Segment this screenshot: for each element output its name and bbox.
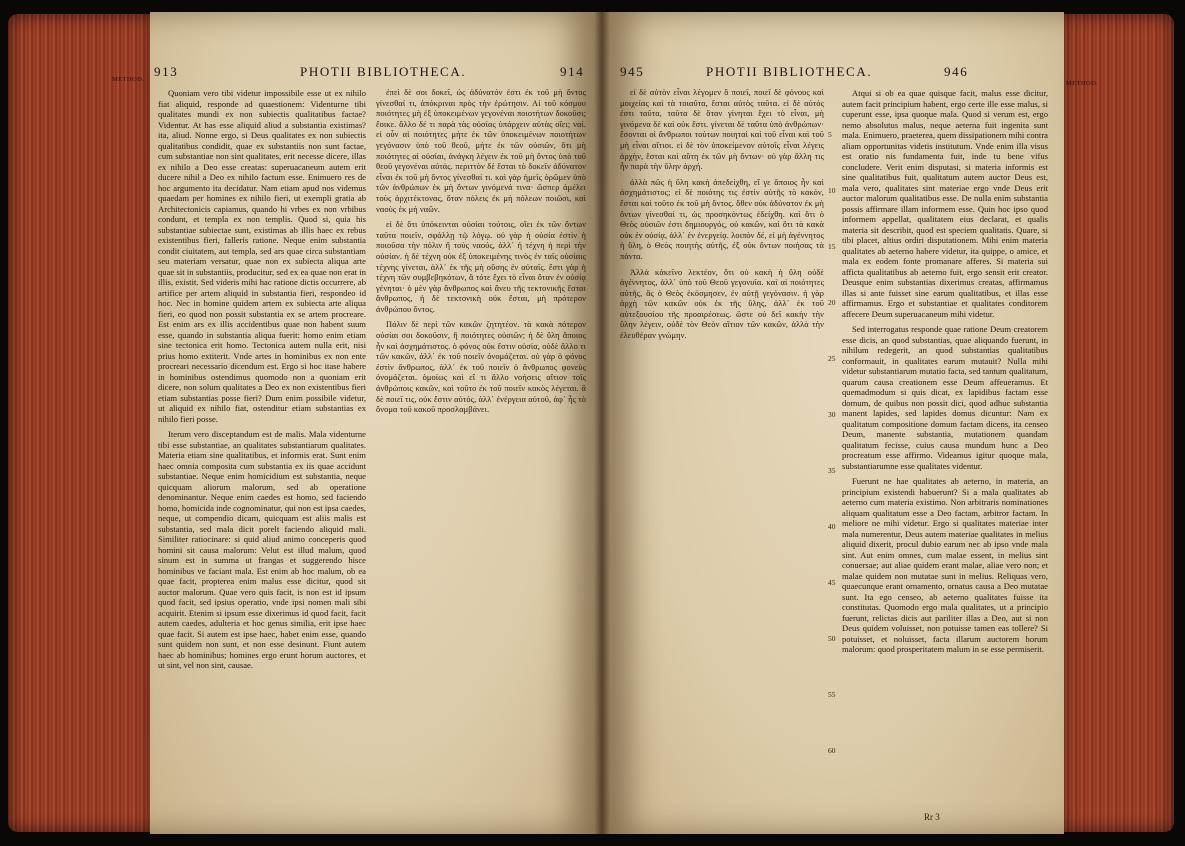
line-number: 25	[828, 354, 836, 363]
line-number: 30	[828, 410, 836, 419]
book-fore-edge-left	[8, 14, 154, 832]
line-number: 20	[828, 298, 836, 307]
left-greek-column	[376, 88, 586, 808]
left-page-number-b: 914	[560, 64, 585, 79]
latin-paragraph: Iterum vero disceptandum est de malis. Mala videnturne tibi esse substantiae, an qualitates substantiarum qualitates. Materia etiam sine qualitatibus, et informis erat. Sunt enim haec omnia composita cum substantia ex iis quae accidunt substantiae. Neque enim homicidium est substantia, neque quicquam aliorum malorum, sed ab operatione denominantur. Neque enim caedes est homo, sed faciendo homo, homicida inde cognominatur, qui non est ipsa caedes, neque, ut compendio dicam, quicquam est aliis malis est substantia, sed mala dicit porelt faciendo aliquid mali. Similiter ratiocinare: si quid aliud animo conceperis quod homini sit causa malorum: Velut est illud malum, quod sinum est in summa ut frangas et suggerendo hisce hominibus ve faciant mala. Est enim ab hoc malum, ob ea quae facit, propterea enim malus esse dicitur, quod sit auctor malorum. Quae vero quis facit, is non est id ipsum quod facit, sed ipsius operatio, vnde ipsi nomen mali sibi acquirit. Etenim si ipsum esse dixerimus id quod facit, facit autem caedes, adulteria et hoc genus similia, erit ipse haec quae facit. Si autem est ipse haec, habet enim esse, quando sunt quidem non sunt, et non esse desinunt. Fiunt autem haec ab hominibus; homines ergo erunt horum auctores, et ut sint, vel non sint, causae.	[158, 429, 366, 670]
line-number: 60	[828, 746, 836, 755]
left-margin-note: METHOD.	[112, 76, 145, 83]
book-gutter-shadow	[594, 12, 610, 834]
right-page-number-a: 945	[620, 64, 645, 79]
left-page-number-a: 913	[154, 64, 179, 79]
right-page	[602, 12, 1064, 834]
latin-paragraph: Fuerunt ne hae qualitates ab aeterno, in materia, an principium existendi habuerunt? Si a mala qualitates ab aeterno cum materia existimo. Non arbitraris nominationes aliquam qualitatum esse a Deo factam, arbitror factam. In meliore ne mihi videtur. Ergo si qualitates materiae inter mala numerentur, Deus autem materiae qualitates in melius aliquid dixerit, procul dubio earum nec ab ipso vnde mala sint. Aut enim omnes, cum malae essent, in melius sint conuersae; aut aliae quidem erant malae, aliae vero non; et malae quidem non mutatae sunt in melius. Reliquas vero, quaecunque erant ornamento, ornatus causa a Deo mutatae sunt. Ita ego censeo, ab aeterno qualitates fuisse ita constitutas. Quomodo ergo mala qualitates, ut a principio fuerunt, relictas dicis aut pariliter illas a Deo, aut si non Deus quidem voluisset, non potuisse tamen eas tollere? Si potuisset, et noluisset, facta illarum auctorem horum malorum: quod prosperitatem malum in se esse permiserit.	[842, 476, 1048, 654]
line-number: 10	[828, 186, 836, 195]
line-number: 40	[828, 522, 836, 531]
line-number: 5	[828, 130, 832, 139]
left-running-header: PHOTII BIBLIOTHECA.	[300, 64, 467, 79]
latin-paragraph: Atqui si ob ea quae quisque facit, malus esse dicitur, autem facit principium habent, ergo certe ille esse malus, si cuperunt esse, ipsa quoque mala. Quod si verum est, ergo nemo absolutus malus, neque aeterna fuit ingenita sunt mala. Enimuero, praeterea, quem dissipationem mihi contra aliam opportunitas videtis institutum. Vnde enim illa visus est oratio nis fundamenta fuit, inde tu bene vifus concludere. Verit enim disputasi, si materia informis est sine qualitatibus fuit, qualitatum autem auctor Deus est, mala vero, qualitates sint materiae ergo vnde Deus erit auctor malorum qualitatibus esse. De nulla enim substantia possis affirmare illam informem esse. Quin hoc ipso quod informem appellat, qualitatem eius declarat, et qualis materia sit describit, quod est speciem qualitatis. Quare, si tibi placet, altius ordiri disputationem. Mihi enim materia qualitates ab aeterno habere videtur, ita quippe, o amice, et mala ex eodem fonte promanare afferes. Si materia sui afficta qualitatibus ab aeterno fuit, ergo sensit erit creator. Deusque enim substantias dixerimus creatas, affirmamus illas si ante fuisset sine earum qualitatibus, et illas esse affirmamus. Ergo et substantiae et qualitates conditorem affecere Deum superuacaneum mihi videtur.	[842, 88, 1048, 319]
right-page-number-b: 946	[944, 64, 969, 79]
line-number: 50	[828, 634, 836, 643]
greek-paragraph: Πάλιν δὲ περὶ τῶν κακῶν ζητητέον. τὰ κακὰ πότερον οὐσίαι σοι δοκοῦσιν, ἢ ποιότητες οὐσιῶν; ἡ δὲ ὕλη ἄποιος ἦν καὶ ἀσχημάτιστος. ὁ φόνος οὐκ ἔστιν οὐσία, οὐδὲ ἄλλο τι τῶν κακῶν, ἀλλ᾽ ἐκ τοῦ ποιεῖν ὀνομάζεται. οὐ γὰρ ὁ φόνος ἐστὶν ἄνθρωπος, ἀλλ᾽ ἐκ τοῦ ποιεῖν ὁ ἄνθρωπος φονεὺς ὀνομάζεται. ὁμοίως καὶ εἴ τι ἄλλο νοήσεις αἴτιον τοῖς ἀνθρώποις κακῶν, καὶ τοῦτο ἐκ τοῦ ποιεῖν κακὸς λέγεται. ἃ δὲ ποιεῖ τις, οὐκ ἔστιν αὐτός, ἀλλ᾽ ἐνέργεια αὐτοῦ, ἀφ᾽ ἧς τὸ ὄνομα τοῦ κακοῦ προσλαμβάνει.	[376, 320, 586, 415]
latin-paragraph: Quoniam vero tibi videtur impossibile esse ut ex nihilo fiat aliquid, responde ad quaestionem: Videnturne tibi qualitates mundi ex non subiectis qualitatibus factae? Videntur. At has esse aliquid aliud a substantia existimas? ita, aliud. Nonne ergo, si Deus qualitates ex non subiectis qualitatibus condidit, quae ex substantiis non sunt factae, cum substantiae non sint qualitates, erit necesse dicere, illas ex nihilo a Deo esse creatas: superuacaneum autem erit ducere nihil a Deo ex nihilo factum esse. Enimuero res de hoc argumento ita decidatur. Nam etiam apud nos videmus quaedam per homines ex nihilo fieri, ut exempli gratia ab Architectonicis capiamus, quando hi vrbes ex non vrbibus condunt, et templa ex non templis. Quod si, quia his substantiae subiectae sunt, existimas ab illis haec ex rebus existentibus fieri, falleris ratione. Neque enim substantia condit ciuitatem, aut templa, sed ars quae circa substantiam seu materiam versatur, quae non ex subiecta aliqua arte quae sit in substantiis, producitur, sed ex ea quae non erat in illis, existit. Sed videris mihi hac ratione dictis occurrere, ab artifice per artem aliquid in substantia fieri, respondeo id hoc. Nec in homine quidem artem ex subiecta arte aliqua fieri, eo quod non possit substantia ex se artem procreare. Est enim ars ex illis accidentibus quae non habent suum esse, quando in substantia aliqua fuerit: homo enim etiam sine tectonica erit homo. Tectonica autem nulla erit, nisi prius homo extiterit. Vnde artes in hominibus ex non ente procreari necessario dicendum est. Ergo si hoc itase habere in hominibus ostendimus quomodo non a quoniam erit dicere, non solum qualitates a Deo ex non existentibus fieri etiam substantias posse fieri? Dum enim possibile videtur, ut aliquid ex nihilo fiat, ostenditur etiam substantias ex nihilo fieri posse.	[158, 88, 366, 424]
line-number: 35	[828, 466, 836, 475]
left-latin-column	[158, 88, 366, 808]
greek-paragraph: Ἀλλὰ κἀκεῖνο λεκτέον, ὅτι οὐ κακὴ ἡ ὕλη οὐδὲ ἀγέννητος, ἀλλ᾽ ὑπὸ τοῦ Θεοῦ γεγονυῖα. καὶ αἱ ποιότητες αὐτῆς, ἃς ὁ Θεὸς ἐκόσμησεν, ἐν αὐτῇ γεγόνασιν. ἡ γὰρ ἀρχὴ τῶν κακῶν οὐκ ἐκ τῆς ὕλης, ἀλλ᾽ ἐκ τοῦ αὐτεξουσίου τῆς προαιρέσεως. ὥστε οὐ δεῖ κακὴν τὴν ὕλην λέγειν, οὐδὲ τὸν Θεὸν αἴτιον τῶν κακῶν, ἀλλὰ τὴν ἐλευθέραν γνώμην.	[620, 267, 824, 341]
line-number: 15	[828, 242, 836, 251]
line-number: 45	[828, 578, 836, 587]
right-running-header: PHOTII BIBLIOTHECA.	[706, 64, 873, 79]
latin-paragraph: Sed interrogatus responde quae ratione Deum creatorem esse dicis, an quod substantias, quae aliquando fuerunt, in nihilum redegerit, an quod substantias qualitatibus conformauit, in qualitates earum mutauit? Nulla mihi videtur substantiarum mutatio facta, sed tantum qualitatum, quarum causa creationem esse Deum affeueramus. Et quemadmodum si quis dicat, ex lapidibus factam esse domum, de quibus non possit dici, quod adhuc substantia manent lapides, sed lapides domus dicuntur: Nam ex qualitatum compositione domum factam dicens, ita censeo Deum, manente substantia, mutationem quandam qualitatum fecisse, cuius causa mundum hunc a Deo procreatum esse affirmo. Videamus igitur quoque mala, substantiarumne esse qualitates videntur.	[842, 324, 1048, 471]
right-latin-column	[842, 88, 1048, 808]
line-number: 55	[828, 690, 836, 699]
right-greek-column	[620, 88, 824, 808]
greek-paragraph: ἐπεὶ δὲ σοι δοκεῖ, ὡς ἀδύνατόν ἐστι ἐκ τοῦ μὴ ὄντος γίνεσθαί τι, ἀπόκριναι πρὸς τὴν ἐρώτησιν. Αἱ τοῦ κόσμου ποιότητες μὴ ἐξ ὑποκειμένων γεγονέναι ποιοτήτων δοκοῦσι; ἔοικε. ἄλλο δέ τι παρὰ τὰς οὐσίας ὑπάρχειν αὐτὰς οἴει; ναί. εἰ οὖν αἱ ποιότητες μήτε ἐκ τῶν ὑποκειμένων ποιοτήτων γεγόνασιν ὑπὸ τοῦ θεοῦ, μήτε ἐκ τῶν οὐσιῶν, ὅτι μὴ ποιότητες αἱ οὐσίαι, ἀνάγκη λέγειν ἐκ τοῦ μὴ ὄντος ὑπὸ τοῦ θεοῦ γεγονέναι αὐτάς. περιττὸν δὲ ἔσται τὸ δοκεῖν ἀδύνατον εἶναι ἐκ τοῦ μὴ ὄντος γίνεσθαί τι. καὶ γὰρ ἡμεῖς ὁρῶμεν ὑπὸ τῶν ἀνθρώπων ἐκ μὴ ὄντων γινόμενά τινα· ὥσπερ ἀμέλει τοὺς ἀρχιτέκτονας, ὅταν πόλεις ἐκ μὴ πόλεων ποιῶσι, καὶ ναοὺς ἐκ μὴ ναῶν.	[376, 88, 586, 214]
book-fore-edge-right	[1060, 14, 1174, 832]
signature-mark: Rr 3	[924, 812, 940, 822]
greek-paragraph: εἰ δὲ αὐτὸν εἶναι λέγομεν ὃ ποιεῖ, ποιεῖ δὲ φόνους καὶ μοιχείας καὶ τὰ τοιαῦτα, ἔσται αὐτὸς ταῦτα. εἰ δὲ αὐτός ἐστι ταῦτα, ταῦτα δὲ ὅταν γίνηται ἔχει τὸ εἶναι, μὴ γινόμενα δὲ καὶ οὐκ ἔστι. γίνεται δὲ ταῦτα ὑπὸ ἀνθρώπων· ἔσονται οἱ ἄνθρωποι τούτων ποιηταὶ καὶ τοῦ εἶναι καὶ τοῦ μὴ εἶναι αἴτιοι. εἰ δὲ τὸν ὑποκείμενον αὐτοῖς εἶναι λέγεις ἀρχὴν, ἔσται καὶ αὕτη ἐκ τῶν μὴ ὄντων· οὐ γὰρ ἄλλη τις ἦν παρὰ τὴν ὕλην ἀρχή.	[620, 88, 824, 172]
right-margin-note: METHOD.	[1066, 80, 1099, 87]
greek-paragraph: εἰ δὲ ὅτι ὑπόκεινται οὐσίαι τούτοις, οἴει ἐκ τῶν ὄντων ταῦτα ποιεῖν, σφάλλῃ τῷ λόγῳ. οὐ γὰρ ἡ οὐσία ἐστὶν ἡ ποιοῦσα τὴν πόλιν ἢ τοὺς ναούς, ἀλλ᾽ ἡ τέχνη ἡ περὶ τὴν οὐσίαν. ἡ δὲ τέχνη οὐκ ἐξ ὑποκειμένης τινὸς ἐν ταῖς οὐσίαις τέχνης γίνεται, ἀλλ᾽ ἐκ τῆς μὴ οὔσης ἐν αὐταῖς. ἔστι γὰρ ἡ τέχνη τῶν συμβεβηκότων, ἃ τότε ἔχει τὸ εἶναι ὅταν ἐν οὐσίᾳ γένηται· ὁ μὲν γὰρ ἄνθρωπος καὶ ἄνευ τῆς τεκτονικῆς ἔσται ἄνθρωπος, ἡ δὲ τεκτονικὴ οὐκ ἔσται, μὴ πρότερον ἀνθρώπου ὄντος.	[376, 220, 586, 314]
left-page	[150, 12, 602, 834]
greek-paragraph: ἀλλὰ πῶς ἡ ὕλη κακὴ ἀπεδείχθη, εἴ γε ἄποιος ἦν καὶ ἀσχημάτιστος; εἰ δὲ ποιότης τις ἐστὶν αὐτῆς τὸ κακόν, ἔσται καὶ τοῦτο ἐκ τοῦ μὴ ὄντος. ὅθεν οὐκ ἀδύνατον ἐκ μὴ ὄντων γίνεσθαί τι, ὡς προσηκόντως ἐδείχθη. καὶ ὅτι ὁ Θεὸς οὐσιῶν ἐστι δημιουργός, οὐ κακῶν, καὶ ὅτι τὰ κακὰ οὐκ ἐν οὐσίᾳ, ἀλλ᾽ ἐν ἐνεργείᾳ. λοιπὸν δέ, εἰ μὴ ἀγέννητος ἡ ὕλη, ὁ Θεὸς ποιητὴς αὐτῆς, ἐξ οὐκ ὄντων ποιήσας τὰ πάντα.	[620, 177, 824, 261]
